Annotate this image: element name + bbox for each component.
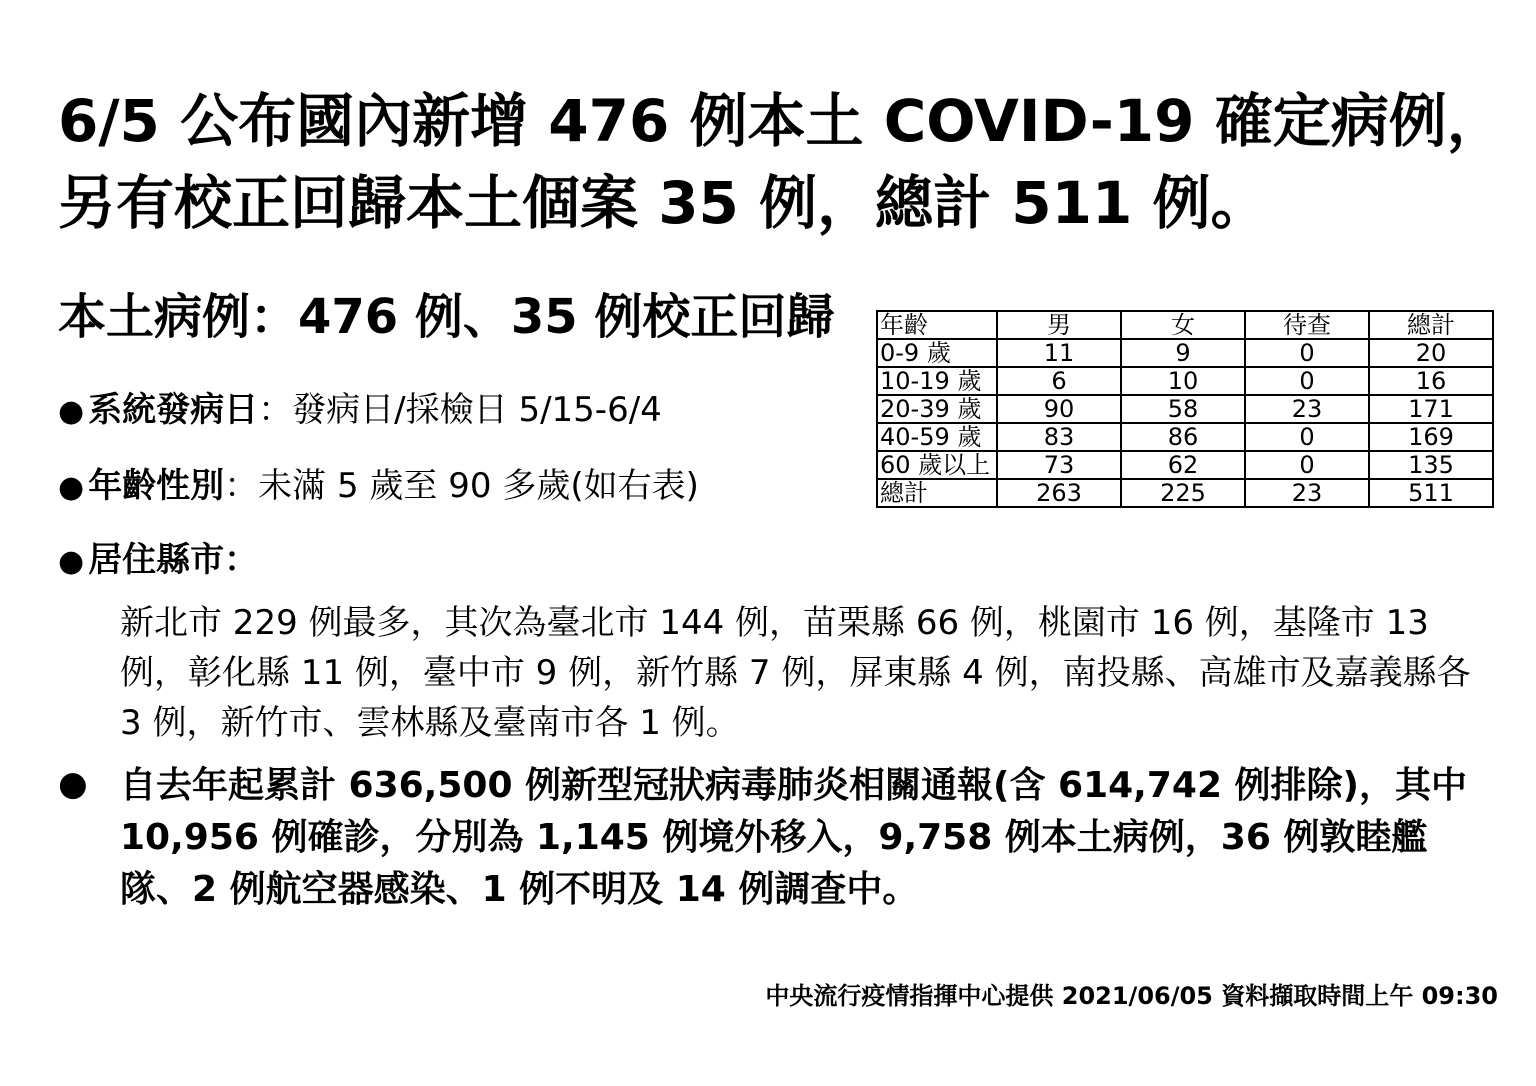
title-line-2: 另有校正回歸本土個案 35 例，總計 511 例。	[58, 169, 1269, 237]
table-cell: 169	[1369, 423, 1493, 451]
cumulative-text: 自去年起累計 636,500 例新型冠狀病毒肺炎相關通報(含 614,742 例排除)，其中 10,956 例確診，分別為 1,145 例境外移入，9,758 例本土病例，36 例敦睦艦隊、2 例航空器感染、1 例不明及 14 例調查中。	[120, 765, 1467, 910]
onset-label: 系統發病日	[88, 390, 259, 430]
age-sex-line	[58, 458, 699, 507]
table-row	[877, 423, 1493, 451]
table-cell: 0	[1245, 451, 1369, 479]
table-cell: 0	[1245, 339, 1369, 367]
onset-date-line	[58, 382, 662, 431]
table-header-cell: 年齡	[877, 311, 997, 339]
table-cell: 20	[1369, 339, 1493, 367]
table-cell: 40-59 歲	[877, 423, 997, 451]
county-breakdown: 新北市 229 例最多，其次為臺北市 144 例，苗栗縣 66 例，桃園市 16 例，基隆市 13 例，彰化縣 11 例，臺中市 9 例，新竹縣 7 例，屏東縣 4 例，南投縣、高雄市及嘉義縣各 3 例，新竹市、雲林縣及臺南市各 1 例。	[120, 603, 1471, 743]
page-title	[58, 80, 1518, 244]
cumulative-stats	[58, 760, 1498, 916]
table-cell: 9	[1121, 339, 1245, 367]
title-line-1: 6/5 公布國內新增 476 例本土 COVID-19 確定病例，	[58, 87, 1505, 155]
table-cell: 62	[1121, 451, 1245, 479]
table-cell: 11	[997, 339, 1121, 367]
onset-value: ：發病日/採檢日 5/15-6/4	[258, 390, 662, 430]
table-row	[877, 367, 1493, 395]
residence-label: 居住縣市：	[88, 540, 259, 580]
bullet-icon: ●	[58, 544, 85, 579]
table-cell: 60 歲以上	[877, 451, 997, 479]
table-cell: 58	[1121, 395, 1245, 423]
table-header-cell: 總計	[1369, 311, 1493, 339]
table-cell: 263	[997, 479, 1121, 507]
table-cell: 10	[1121, 367, 1245, 395]
table-row	[877, 395, 1493, 423]
bullet-icon: ●	[58, 764, 88, 804]
age-sex-value: ：未滿 5 歲至 90 多歲(如右表)	[224, 466, 699, 506]
residence-line	[58, 532, 258, 581]
bullet-icon: ●	[58, 470, 85, 505]
table-cell: 23	[1245, 395, 1369, 423]
table-cell: 0	[1245, 423, 1369, 451]
table-cell: 16	[1369, 367, 1493, 395]
table-row	[877, 339, 1493, 367]
section-heading: 本土病例：476 例、35 例校正回歸	[58, 289, 835, 345]
source-footer: 中央流行疫情指揮中心提供 2021/06/05 資料擷取時間上午 09:30	[765, 982, 1498, 1010]
bullet-icon: ●	[58, 394, 85, 429]
table-cell: 73	[997, 451, 1121, 479]
table-cell: 90	[997, 395, 1121, 423]
table-header-cell: 男	[997, 311, 1121, 339]
table-cell: 86	[1121, 423, 1245, 451]
table-cell: 83	[997, 423, 1121, 451]
table-cell: 225	[1121, 479, 1245, 507]
table-header-cell: 待查	[1245, 311, 1369, 339]
table-row	[877, 451, 1493, 479]
table-cell: 511	[1369, 479, 1493, 507]
table-cell: 135	[1369, 451, 1493, 479]
age-sex-label: 年齡性別	[88, 466, 225, 506]
table-header-cell: 女	[1121, 311, 1245, 339]
table-cell: 總計	[877, 479, 997, 507]
table-cell: 6	[997, 367, 1121, 395]
table-cell: 0-9 歲	[877, 339, 997, 367]
table-cell: 0	[1245, 367, 1369, 395]
table-header-row	[877, 311, 1493, 339]
table-cell: 23	[1245, 479, 1369, 507]
table-cell: 20-39 歲	[877, 395, 997, 423]
table-cell: 10-19 歲	[877, 367, 997, 395]
table-cell: 171	[1369, 395, 1493, 423]
table-total-row	[877, 479, 1493, 507]
age-sex-table	[876, 310, 1494, 508]
